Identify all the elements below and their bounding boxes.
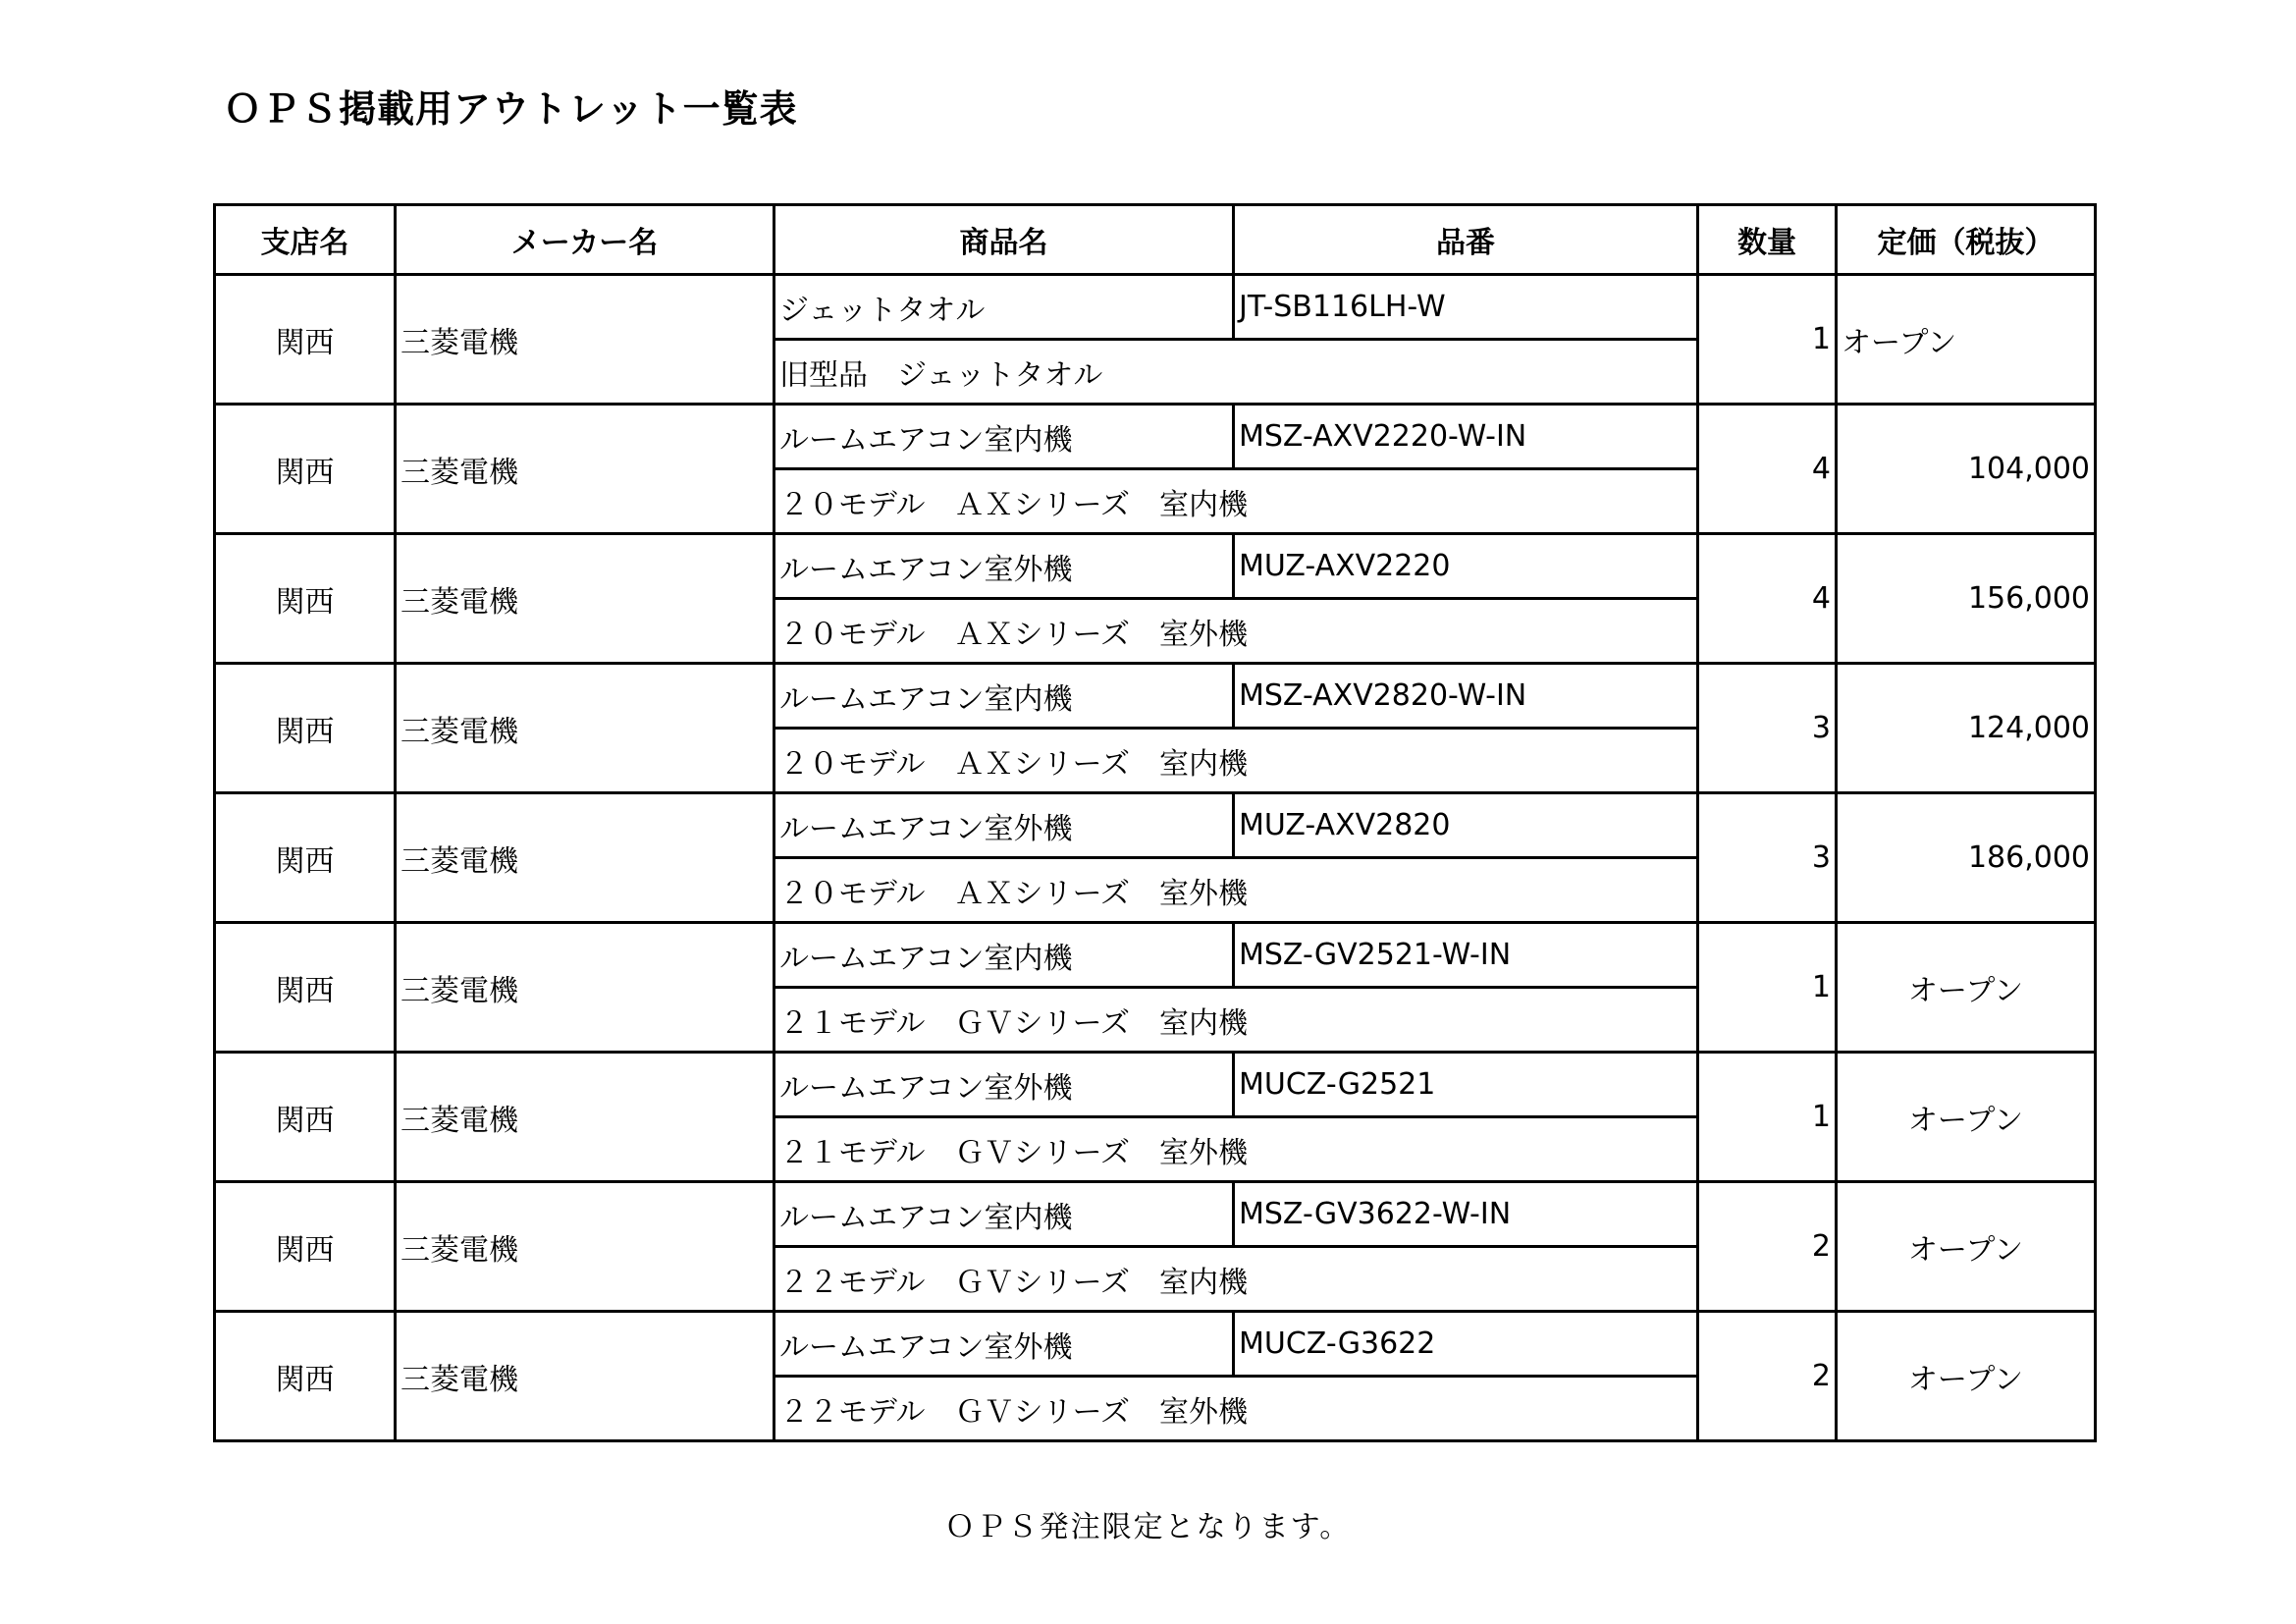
branch-cell: 関西 — [215, 405, 396, 534]
table-row — [215, 1053, 2096, 1117]
part-number-cell: MSZ-AXV2820-W-IN — [1234, 664, 1698, 729]
product-description-cell: ２０モデル ＡＸシリーズ 室外機 — [774, 599, 1698, 664]
header-maker: メーカー名 — [396, 205, 774, 275]
product-description-cell: ２１モデル ＧＶシリーズ 室外機 — [774, 1117, 1698, 1182]
product-name-cell: ルームエアコン室外機 — [774, 534, 1234, 599]
maker-cell: 三菱電機 — [396, 793, 774, 923]
product-name-cell: ルームエアコン室内機 — [774, 1182, 1234, 1247]
quantity-cell: 1 — [1698, 923, 1837, 1053]
quantity-cell: 3 — [1698, 664, 1837, 793]
part-number-cell: MSZ-AXV2220-W-IN — [1234, 405, 1698, 469]
table-row — [215, 534, 2096, 599]
branch-cell: 関西 — [215, 664, 396, 793]
table-row — [215, 275, 2096, 340]
product-name-cell: ルームエアコン室外機 — [774, 1053, 1234, 1117]
product-name-cell: ルームエアコン室内機 — [774, 664, 1234, 729]
part-number-cell: MSZ-GV3622-W-IN — [1234, 1182, 1698, 1247]
table-header-row — [215, 205, 2096, 275]
maker-cell: 三菱電機 — [396, 405, 774, 534]
maker-cell: 三菱電機 — [396, 1053, 774, 1182]
price-cell: 186,000 — [1837, 793, 2096, 923]
price-cell: オープン — [1837, 923, 2096, 1053]
maker-cell: 三菱電機 — [396, 275, 774, 405]
product-description-cell: ２０モデル ＡＸシリーズ 室内機 — [774, 469, 1698, 534]
product-description-cell: 旧型品 ジェットタオル — [774, 340, 1698, 405]
quantity-cell: 4 — [1698, 405, 1837, 534]
price-cell: 124,000 — [1837, 664, 2096, 793]
footer-note: ＯＰＳ発注限定となります。 — [944, 1510, 1352, 1544]
table-row — [215, 405, 2096, 469]
part-number-cell: MSZ-GV2521-W-IN — [1234, 923, 1698, 988]
table-row — [215, 664, 2096, 729]
branch-cell: 関西 — [215, 275, 396, 405]
maker-cell: 三菱電機 — [396, 664, 774, 793]
outlet-table — [213, 203, 2097, 1442]
part-number-cell: MUCZ-G2521 — [1234, 1053, 1698, 1117]
product-name-cell: ルームエアコン室内機 — [774, 923, 1234, 988]
price-cell: オープン — [1837, 1053, 2096, 1182]
maker-cell: 三菱電機 — [396, 1182, 774, 1312]
price-cell: オープン — [1837, 1182, 2096, 1312]
product-name-cell: ルームエアコン室外機 — [774, 793, 1234, 858]
table-row — [215, 1312, 2096, 1377]
quantity-cell: 2 — [1698, 1182, 1837, 1312]
product-description-cell: ２２モデル ＧＶシリーズ 室外機 — [774, 1377, 1698, 1441]
product-description-cell: ２０モデル ＡＸシリーズ 室外機 — [774, 858, 1698, 923]
branch-cell: 関西 — [215, 1053, 396, 1182]
quantity-cell: 1 — [1698, 1053, 1837, 1182]
maker-cell: 三菱電機 — [396, 1312, 774, 1441]
table-row — [215, 1182, 2096, 1247]
product-name-cell: ルームエアコン室外機 — [774, 1312, 1234, 1377]
price-cell: 104,000 — [1837, 405, 2096, 534]
maker-cell: 三菱電機 — [396, 534, 774, 664]
quantity-cell: 4 — [1698, 534, 1837, 664]
header-quantity: 数量 — [1698, 205, 1837, 275]
header-part-number: 品番 — [1234, 205, 1698, 275]
header-product: 商品名 — [774, 205, 1234, 275]
product-description-cell: ２１モデル ＧＶシリーズ 室内機 — [774, 988, 1698, 1053]
branch-cell: 関西 — [215, 923, 396, 1053]
maker-cell: 三菱電機 — [396, 923, 774, 1053]
quantity-cell: 1 — [1698, 275, 1837, 405]
quantity-cell: 2 — [1698, 1312, 1837, 1441]
quantity-cell: 3 — [1698, 793, 1837, 923]
product-description-cell: ２２モデル ＧＶシリーズ 室内機 — [774, 1247, 1698, 1312]
branch-cell: 関西 — [215, 1182, 396, 1312]
table-row — [215, 923, 2096, 988]
header-branch: 支店名 — [215, 205, 396, 275]
table-row — [215, 793, 2096, 858]
product-description-cell: ２０モデル ＡＸシリーズ 室内機 — [774, 729, 1698, 793]
branch-cell: 関西 — [215, 793, 396, 923]
price-cell: オープン — [1837, 1312, 2096, 1441]
branch-cell: 関西 — [215, 534, 396, 664]
price-cell: 156,000 — [1837, 534, 2096, 664]
part-number-cell: MUZ-AXV2220 — [1234, 534, 1698, 599]
price-cell: オープン — [1837, 275, 2096, 405]
part-number-cell: JT-SB116LH-W — [1234, 275, 1698, 340]
part-number-cell: MUZ-AXV2820 — [1234, 793, 1698, 858]
part-number-cell: MUCZ-G3622 — [1234, 1312, 1698, 1377]
page-title: ＯＰＳ掲載用アウトレット一覧表 — [224, 87, 798, 131]
product-name-cell: ルームエアコン室内機 — [774, 405, 1234, 469]
header-price: 定価（税抜） — [1837, 205, 2096, 275]
branch-cell: 関西 — [215, 1312, 396, 1441]
product-name-cell: ジェットタオル — [774, 275, 1234, 340]
